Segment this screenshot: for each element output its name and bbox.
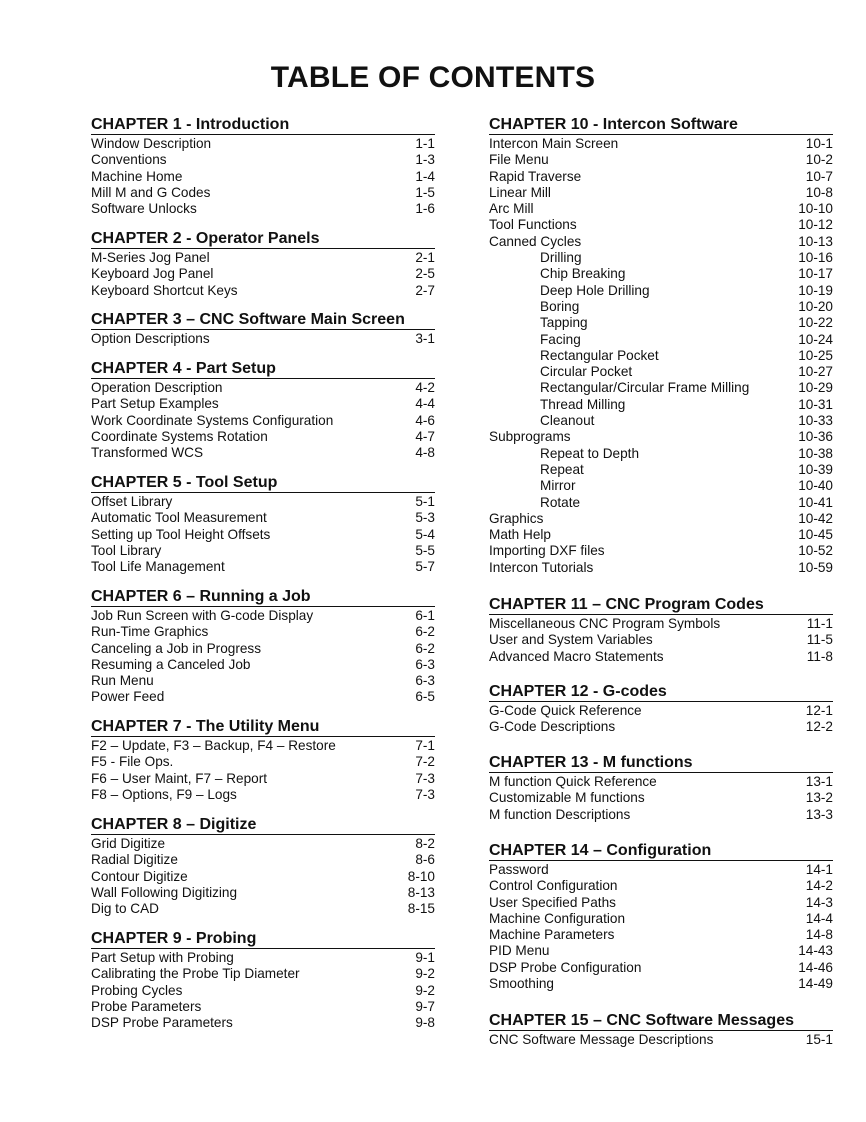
toc-subentry bbox=[489, 364, 833, 380]
toc-entry-page: 10-45 bbox=[798, 527, 833, 543]
chapter-section bbox=[91, 930, 435, 1031]
chapter-entry-list bbox=[91, 379, 435, 461]
chapter-entry-list bbox=[91, 835, 435, 917]
toc-subentry bbox=[489, 283, 833, 299]
toc-entry-page: 10-7 bbox=[805, 168, 833, 184]
toc-entry-page: 1-5 bbox=[415, 184, 435, 200]
toc-subentry bbox=[489, 315, 833, 331]
toc-entry bbox=[91, 738, 435, 754]
toc-entry-page: 12-1 bbox=[805, 703, 833, 718]
toc-entry-label: F8 – Options, F9 – Logs bbox=[91, 786, 237, 802]
toc-entry-page: 6-3 bbox=[415, 656, 435, 672]
toc-subentry bbox=[489, 250, 833, 266]
toc-entry-label: M-Series Jog Panel bbox=[91, 250, 210, 265]
toc-entry bbox=[91, 836, 435, 852]
toc-entry-page: 7-2 bbox=[415, 754, 435, 770]
toc-entry bbox=[489, 616, 833, 632]
toc-entry-label: DSP Probe Parameters bbox=[91, 1015, 233, 1031]
toc-entry-page: 8-15 bbox=[407, 901, 435, 917]
toc-entry-page: 10-24 bbox=[798, 331, 833, 347]
toc-entry bbox=[91, 608, 435, 624]
toc-entry-page: 8-10 bbox=[407, 868, 435, 884]
toc-entry-label: Keyboard Shortcut Keys bbox=[91, 282, 238, 298]
chapter-section bbox=[489, 683, 833, 736]
toc-entry-label: Miscellaneous CNC Program Symbols bbox=[489, 616, 721, 631]
toc-entry bbox=[91, 169, 435, 185]
toc-entry-page: 12-2 bbox=[805, 719, 833, 735]
chapter-heading: CHAPTER 13 - M functions bbox=[489, 754, 833, 773]
toc-entry-label: Linear Mill bbox=[489, 184, 551, 200]
chapter-entry-list bbox=[91, 737, 435, 803]
toc-entry-label: PID Menu bbox=[489, 943, 550, 959]
toc-entry-label: Rotate bbox=[540, 494, 581, 510]
toc-entry-label: Transformed WCS bbox=[91, 445, 204, 461]
toc-entry bbox=[91, 689, 435, 705]
toc-entry-label: Run Menu bbox=[91, 673, 154, 689]
chapter-heading: CHAPTER 4 - Part Setup bbox=[91, 360, 435, 379]
toc-subentry bbox=[489, 413, 833, 429]
toc-subentry bbox=[489, 380, 833, 396]
toc-entry bbox=[91, 250, 435, 266]
toc-entry-label: Part Setup Examples bbox=[91, 396, 219, 412]
toc-entry-page: 8-2 bbox=[415, 836, 435, 851]
toc-entry-page: 10-41 bbox=[798, 494, 833, 510]
toc-entry bbox=[91, 852, 435, 868]
chapter-heading: CHAPTER 2 - Operator Panels bbox=[91, 230, 435, 249]
toc-entry-page: 3-1 bbox=[415, 331, 435, 346]
toc-entry bbox=[91, 396, 435, 412]
toc-entry-label: Dig to CAD bbox=[91, 901, 159, 917]
toc-entry-page: 10-22 bbox=[798, 315, 833, 331]
toc-entry bbox=[91, 950, 435, 966]
toc-subentry bbox=[489, 478, 833, 494]
toc-entry bbox=[91, 966, 435, 982]
toc-entry-page: 14-2 bbox=[805, 878, 833, 894]
toc-entry-label: Intercon Tutorials bbox=[489, 559, 594, 575]
toc-entry-page: 4-8 bbox=[415, 445, 435, 461]
toc-entry-label: Rectangular Pocket bbox=[540, 347, 659, 363]
toc-entry-page: 14-8 bbox=[805, 927, 833, 943]
toc-entry-page: 1-1 bbox=[415, 136, 435, 151]
toc-entry-page: 10-40 bbox=[798, 478, 833, 494]
toc-entry-label: DSP Probe Configuration bbox=[489, 959, 642, 975]
toc-entry bbox=[489, 152, 833, 168]
chapter-entry-list bbox=[91, 493, 435, 575]
toc-entry bbox=[91, 429, 435, 445]
toc-subentry bbox=[489, 446, 833, 462]
chapter-entry-list bbox=[489, 702, 833, 736]
toc-entry bbox=[91, 445, 435, 461]
toc-entry-page: 9-1 bbox=[415, 950, 435, 965]
toc-entry-page: 9-2 bbox=[415, 966, 435, 982]
toc-entry-page: 6-1 bbox=[415, 608, 435, 623]
chapter-entry-list bbox=[489, 615, 833, 665]
toc-entry bbox=[91, 185, 435, 201]
toc-entry-label: Cleanout bbox=[540, 413, 595, 429]
toc-entry-page: 13-2 bbox=[805, 790, 833, 806]
chapter-heading: CHAPTER 3 – CNC Software Main Screen bbox=[91, 311, 435, 330]
chapter-section bbox=[91, 230, 435, 299]
toc-entry-page: 10-1 bbox=[805, 136, 833, 151]
toc-entry-label: Tool Life Management bbox=[91, 559, 225, 575]
toc-entry-label: Radial Digitize bbox=[91, 852, 178, 868]
chapter-heading: CHAPTER 5 - Tool Setup bbox=[91, 474, 435, 493]
toc-entry-label: Subprograms bbox=[489, 429, 571, 445]
toc-entry-label: Advanced Macro Statements bbox=[489, 648, 664, 664]
toc-entry-page: 4-6 bbox=[415, 412, 435, 428]
toc-entry bbox=[91, 673, 435, 689]
toc-entry bbox=[489, 511, 833, 527]
toc-entry bbox=[489, 878, 833, 894]
toc-entry bbox=[91, 331, 435, 347]
toc-entry-label: Run-Time Graphics bbox=[91, 624, 209, 640]
toc-entry-page: 8-13 bbox=[407, 884, 435, 900]
toc-entry bbox=[91, 999, 435, 1015]
toc-entry-page: 10-27 bbox=[798, 364, 833, 380]
toc-entry-label: Circular Pocket bbox=[540, 364, 633, 380]
toc-entry-page: 10-38 bbox=[798, 445, 833, 461]
toc-entry bbox=[91, 1015, 435, 1031]
toc-entry bbox=[91, 901, 435, 917]
toc-entry bbox=[489, 217, 833, 233]
chapter-heading: CHAPTER 12 - G-codes bbox=[489, 683, 833, 702]
toc-entry-page: 14-49 bbox=[798, 976, 833, 992]
toc-entry-label: Mirror bbox=[540, 478, 576, 494]
toc-entry bbox=[489, 790, 833, 806]
toc-entry-page: 4-4 bbox=[415, 396, 435, 412]
toc-entry-label: Probe Parameters bbox=[91, 998, 202, 1014]
toc-entry bbox=[91, 283, 435, 299]
toc-entry bbox=[489, 703, 833, 719]
toc-entry-label: Resuming a Canceled Job bbox=[91, 656, 251, 672]
toc-entry-page: 11-5 bbox=[806, 632, 833, 648]
toc-entry-page: 8-6 bbox=[415, 852, 435, 868]
toc-entry-label: Drilling bbox=[540, 250, 582, 266]
toc-entry-label: CNC Software Message Descriptions bbox=[489, 1032, 714, 1047]
toc-entry-page: 10-25 bbox=[798, 347, 833, 363]
chapter-section bbox=[91, 718, 435, 803]
toc-entry-page: 10-17 bbox=[798, 266, 833, 282]
chapter-heading: CHAPTER 1 - Introduction bbox=[91, 116, 435, 135]
toc-entry bbox=[91, 787, 435, 803]
toc-entry bbox=[489, 234, 833, 250]
toc-entry bbox=[489, 927, 833, 943]
chapter-section bbox=[91, 360, 435, 461]
chapter-heading: CHAPTER 8 – Digitize bbox=[91, 816, 435, 835]
chapter-entry-list bbox=[91, 135, 435, 217]
toc-entry-page: 5-3 bbox=[415, 510, 435, 526]
chapter-heading: CHAPTER 7 - The Utility Menu bbox=[91, 718, 435, 737]
chapter-heading: CHAPTER 9 - Probing bbox=[91, 930, 435, 949]
chapter-heading: CHAPTER 15 – CNC Software Messages bbox=[489, 1012, 833, 1031]
toc-entry-label: Software Unlocks bbox=[91, 201, 197, 217]
toc-entry-label: Canceling a Job in Progress bbox=[91, 640, 262, 656]
toc-entry bbox=[489, 862, 833, 878]
toc-entry bbox=[489, 1032, 833, 1048]
toc-entry-page: 10-31 bbox=[798, 396, 833, 412]
chapter-entry-list bbox=[489, 1031, 833, 1048]
chapter-entry-list bbox=[489, 135, 833, 576]
toc-entry-page: 1-4 bbox=[415, 168, 435, 184]
toc-entry-page: 9-7 bbox=[415, 998, 435, 1014]
toc-entry-page: 14-43 bbox=[798, 943, 833, 959]
toc-entry-label: Calibrating the Probe Tip Diameter bbox=[91, 966, 300, 982]
toc-entry-label: User and System Variables bbox=[489, 632, 653, 648]
toc-entry-page: 13-1 bbox=[805, 774, 833, 789]
toc-entry-label: Probing Cycles bbox=[91, 982, 183, 998]
toc-entry bbox=[489, 560, 833, 576]
toc-entry-page: 13-3 bbox=[805, 806, 833, 822]
toc-entry-page: 5-7 bbox=[415, 559, 435, 575]
toc-entry-label: Rectangular/Circular Frame Milling bbox=[540, 380, 750, 396]
toc-subentry bbox=[489, 266, 833, 282]
toc-entry-label: Password bbox=[489, 862, 549, 877]
toc-entry-page: 10-36 bbox=[798, 429, 833, 445]
toc-entry-page: 2-1 bbox=[415, 250, 435, 265]
toc-entry-page: 10-8 bbox=[805, 184, 833, 200]
toc-entry-label: Setting up Tool Height Offsets bbox=[91, 526, 271, 542]
chapter-entry-list bbox=[489, 773, 833, 823]
toc-entry-page: 6-2 bbox=[415, 624, 435, 640]
toc-entry-page: 9-2 bbox=[415, 982, 435, 998]
toc-entry bbox=[91, 510, 435, 526]
toc-entry bbox=[91, 543, 435, 559]
chapter-entry-list bbox=[91, 607, 435, 706]
chapter-heading: CHAPTER 14 – Configuration bbox=[489, 842, 833, 861]
chapter-section bbox=[489, 116, 833, 576]
toc-entry bbox=[91, 885, 435, 901]
toc-entry-page: 5-4 bbox=[415, 526, 435, 542]
toc-entry-label: Rapid Traverse bbox=[489, 168, 582, 184]
toc-entry-page: 6-5 bbox=[415, 689, 435, 705]
chapter-section bbox=[91, 588, 435, 706]
toc-entry bbox=[489, 649, 833, 665]
toc-entry bbox=[91, 771, 435, 787]
toc-entry-page: 9-8 bbox=[415, 1015, 435, 1031]
toc-entry bbox=[91, 624, 435, 640]
toc-entry bbox=[91, 527, 435, 543]
toc-entry-label: Conventions bbox=[91, 152, 167, 168]
toc-entry-label: Intercon Main Screen bbox=[489, 136, 619, 151]
chapter-entry-list bbox=[91, 330, 435, 347]
toc-entry-page: 5-1 bbox=[415, 494, 435, 509]
toc-entry bbox=[489, 774, 833, 790]
toc-entry-label: Offset Library bbox=[91, 494, 173, 509]
toc-entry-label: Grid Digitize bbox=[91, 836, 166, 851]
toc-entry-page: 1-6 bbox=[415, 201, 435, 217]
toc-entry bbox=[489, 169, 833, 185]
toc-entry-page: 10-16 bbox=[798, 250, 833, 266]
toc-entry-page: 14-1 bbox=[805, 862, 833, 877]
toc-entry-page: 10-20 bbox=[798, 298, 833, 314]
toc-entry bbox=[91, 754, 435, 770]
toc-subentry bbox=[489, 462, 833, 478]
toc-entry-page: 7-3 bbox=[415, 770, 435, 786]
toc-subentry bbox=[489, 332, 833, 348]
toc-entry-label: User Specified Paths bbox=[489, 894, 616, 910]
toc-entry-page: 10-59 bbox=[798, 559, 833, 575]
toc-entry-page: 14-4 bbox=[805, 910, 833, 926]
chapter-entry-list bbox=[489, 861, 833, 992]
toc-entry-label: Control Configuration bbox=[489, 878, 618, 894]
toc-entry-page: 14-46 bbox=[798, 959, 833, 975]
toc-entry-page: 11-8 bbox=[806, 648, 833, 664]
toc-entry-label: M function Quick Reference bbox=[489, 774, 657, 789]
toc-entry-page: 15-1 bbox=[805, 1032, 833, 1047]
chapter-section bbox=[91, 311, 435, 347]
toc-entry-label: F6 – User Maint, F7 – Report bbox=[91, 770, 268, 786]
toc-entry bbox=[489, 632, 833, 648]
toc-entry-label: Customizable M functions bbox=[489, 790, 645, 806]
toc-entry-page: 10-29 bbox=[798, 380, 833, 396]
toc-entry-page: 4-2 bbox=[415, 380, 435, 395]
toc-entry-label: M function Descriptions bbox=[489, 806, 631, 822]
toc-entry bbox=[91, 641, 435, 657]
toc-entry bbox=[91, 413, 435, 429]
toc-entry-page: 10-39 bbox=[798, 461, 833, 477]
chapter-heading: CHAPTER 10 - Intercon Software bbox=[489, 116, 833, 135]
toc-entry-label: Facing bbox=[540, 331, 581, 347]
toc-entry-page: 2-5 bbox=[415, 266, 435, 282]
toc-entry-label: Machine Configuration bbox=[489, 910, 626, 926]
toc-entry-label: F5 - File Ops. bbox=[91, 754, 174, 770]
chapter-heading: CHAPTER 11 – CNC Program Codes bbox=[489, 596, 833, 615]
toc-entry-label: Work Coordinate Systems Configuration bbox=[91, 412, 334, 428]
toc-entry-label: Keyboard Jog Panel bbox=[91, 266, 214, 282]
toc-entry-page: 10-10 bbox=[798, 201, 833, 217]
toc-entry-label: Tool Functions bbox=[489, 217, 577, 233]
toc-subentry bbox=[489, 348, 833, 364]
toc-entry-label: Job Run Screen with G-code Display bbox=[91, 608, 314, 623]
toc-entry bbox=[91, 869, 435, 885]
toc-entry bbox=[489, 911, 833, 927]
toc-entry-label: Coordinate Systems Rotation bbox=[91, 428, 268, 444]
toc-entry bbox=[489, 185, 833, 201]
toc-entry-page: 7-3 bbox=[415, 786, 435, 802]
toc-entry-label: Repeat to Depth bbox=[540, 445, 639, 461]
page-title: TABLE OF CONTENTS bbox=[270, 61, 596, 94]
toc-entry-page: 1-3 bbox=[415, 152, 435, 168]
toc-entry-label: File Menu bbox=[489, 152, 549, 168]
toc-entry-label: Machine Parameters bbox=[489, 927, 615, 943]
toc-entry-label: Tool Library bbox=[91, 542, 162, 558]
toc-entry bbox=[91, 559, 435, 575]
toc-entry-page: 6-2 bbox=[415, 640, 435, 656]
toc-entry-label: Arc Mill bbox=[489, 201, 534, 217]
chapter-entry-list bbox=[91, 949, 435, 1031]
toc-entry-page: 10-52 bbox=[798, 543, 833, 559]
toc-entry-page: 14-3 bbox=[805, 894, 833, 910]
toc-entry-label: Power Feed bbox=[91, 689, 165, 705]
toc-entry-label: Chip Breaking bbox=[540, 266, 626, 282]
toc-entry-page: 10-12 bbox=[798, 217, 833, 233]
toc-entry-label: Operation Description bbox=[91, 380, 223, 395]
toc-entry bbox=[489, 960, 833, 976]
toc-entry bbox=[91, 201, 435, 217]
toc-entry bbox=[489, 201, 833, 217]
toc-entry-label: Contour Digitize bbox=[91, 868, 188, 884]
toc-entry-label: Thread Milling bbox=[540, 396, 626, 412]
toc-entry-label: Graphics bbox=[489, 510, 544, 526]
toc-entry-page: 5-5 bbox=[415, 542, 435, 558]
toc-entry-page: 10-42 bbox=[798, 510, 833, 526]
chapter-section bbox=[91, 116, 435, 217]
toc-entry-page: 2-7 bbox=[415, 282, 435, 298]
toc-entry-label: Math Help bbox=[489, 527, 551, 543]
chapter-section bbox=[489, 754, 833, 823]
toc-entry bbox=[91, 983, 435, 999]
toc-entry bbox=[489, 976, 833, 992]
toc-entry-page: 6-3 bbox=[415, 673, 435, 689]
toc-entry-label: Canned Cycles bbox=[489, 233, 582, 249]
toc-entry-label: Machine Home bbox=[91, 168, 183, 184]
chapter-section bbox=[91, 816, 435, 917]
toc-entry bbox=[489, 807, 833, 823]
chapter-section bbox=[489, 596, 833, 665]
toc-entry-page: 7-1 bbox=[415, 738, 435, 753]
toc-entry-label: Automatic Tool Measurement bbox=[91, 510, 267, 526]
toc-entry bbox=[91, 136, 435, 152]
toc-entry-label: Repeat bbox=[540, 461, 584, 477]
toc-entry-label: Importing DXF files bbox=[489, 543, 605, 559]
toc-entry bbox=[91, 494, 435, 510]
toc-entry-page: 10-2 bbox=[805, 152, 833, 168]
chapter-heading: CHAPTER 6 – Running a Job bbox=[91, 588, 435, 607]
toc-entry-label: Wall Following Digitizing bbox=[91, 884, 238, 900]
chapter-section bbox=[489, 842, 833, 992]
toc-entry-label: Tapping bbox=[540, 315, 588, 331]
toc-entry bbox=[489, 136, 833, 152]
toc-entry bbox=[489, 895, 833, 911]
toc-entry-label: Option Descriptions bbox=[91, 331, 210, 346]
toc-entry bbox=[91, 266, 435, 282]
toc-entry-page: 11-1 bbox=[806, 616, 833, 631]
toc-entry-label: Smoothing bbox=[489, 976, 554, 992]
toc-entry-label: Part Setup with Probing bbox=[91, 950, 234, 965]
toc-entry-label: G-Code Quick Reference bbox=[489, 703, 642, 718]
toc-entry bbox=[91, 152, 435, 168]
toc-entry-label: Deep Hole Drilling bbox=[540, 282, 650, 298]
toc-entry-page: 4-7 bbox=[415, 428, 435, 444]
toc-subentry bbox=[489, 397, 833, 413]
toc-entry-label: Boring bbox=[540, 298, 580, 314]
toc-entry bbox=[489, 527, 833, 543]
toc-entry bbox=[489, 943, 833, 959]
toc-entry bbox=[489, 719, 833, 735]
toc-entry bbox=[91, 657, 435, 673]
chapter-section bbox=[91, 474, 435, 575]
toc-entry-label: F2 – Update, F3 – Backup, F4 – Restore bbox=[91, 738, 336, 753]
toc-entry bbox=[91, 380, 435, 396]
toc-entry-page: 10-13 bbox=[798, 233, 833, 249]
chapter-entry-list bbox=[91, 249, 435, 299]
toc-entry-label: Mill M and G Codes bbox=[91, 184, 211, 200]
toc-subentry bbox=[489, 495, 833, 511]
toc-entry-label: G-Code Descriptions bbox=[489, 719, 616, 735]
chapter-section bbox=[489, 1012, 833, 1048]
toc-entry bbox=[489, 429, 833, 445]
toc-entry-page: 10-33 bbox=[798, 413, 833, 429]
toc-entry bbox=[489, 543, 833, 559]
toc-entry-label: Window Description bbox=[91, 136, 212, 151]
toc-subentry bbox=[489, 299, 833, 315]
toc-entry-page: 10-19 bbox=[798, 282, 833, 298]
